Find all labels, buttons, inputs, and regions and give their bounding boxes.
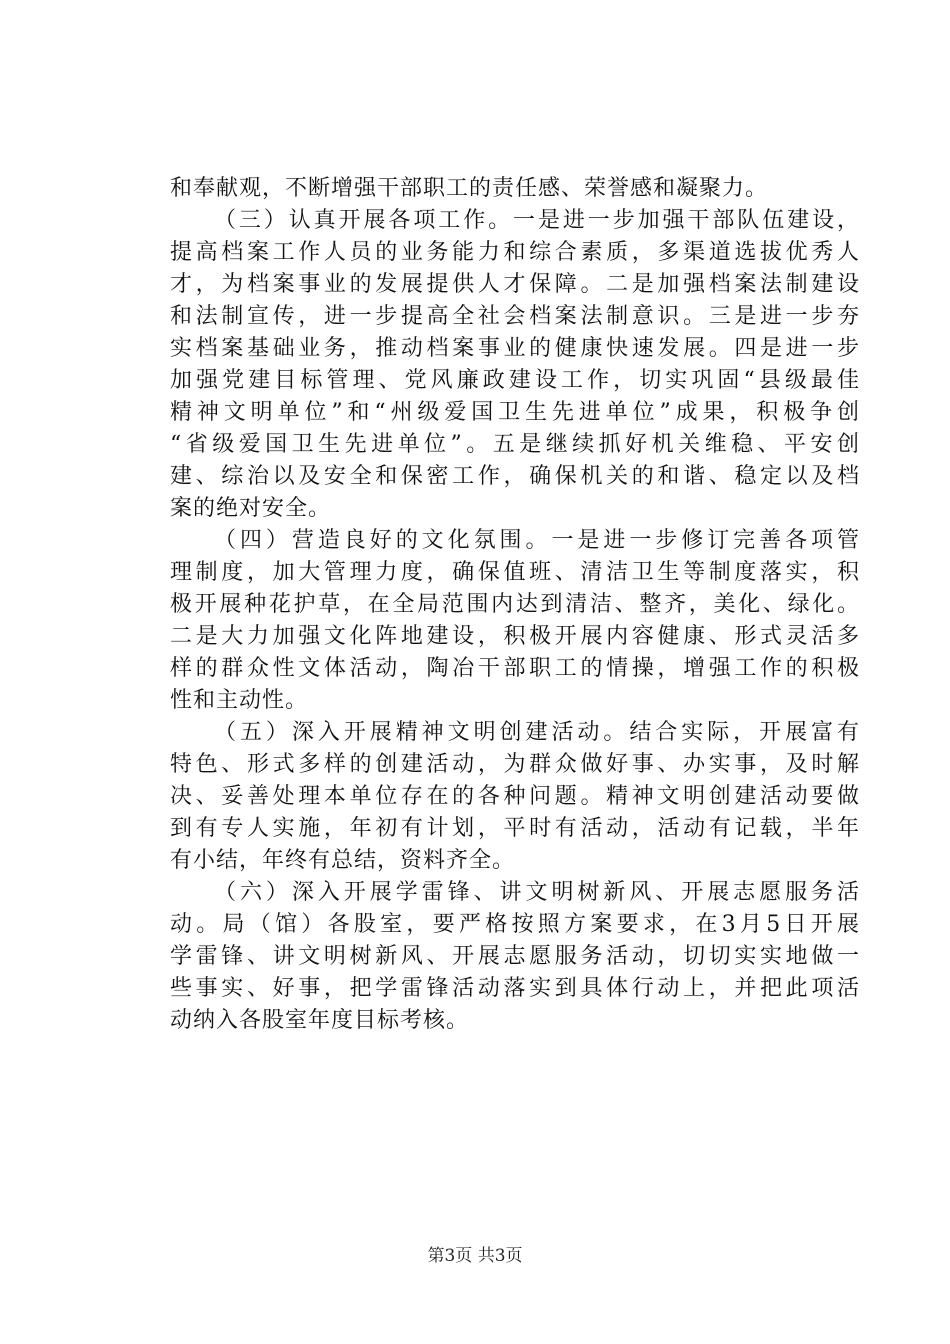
text-line: 和奉献观，不断增强干部职工的责任感、荣誉感和凝聚力。 xyxy=(170,176,769,201)
text-line: 到有专人实施，年初有计划，平时有活动，活动有记载，半年 xyxy=(170,816,860,841)
text-line: 些事实、好事，把学雷锋活动落实到具体行动上，并把此项活 xyxy=(170,976,860,1001)
text-line: 动纳入各股室年度目标考核。 xyxy=(170,1008,470,1033)
text-line: 案的绝对安全。 xyxy=(170,496,332,521)
text-line: 二是大力加强文化阵地建设，积极开展内容健康、形式灵活多 xyxy=(170,624,860,649)
text-line: 建、综治以及安全和保密工作，确保机关的和谐、稳定以及档 xyxy=(170,464,860,489)
page-footer xyxy=(0,1244,950,1268)
text-line: 有小结，年终有总结，资料齐全。 xyxy=(170,848,516,873)
text-line: 样的群众性文体活动，陶冶干部职工的情操，增强工作的积极 xyxy=(170,656,860,681)
text-line: 提高档案工作人员的业务能力和综合素质，多渠道选拔优秀人 xyxy=(170,240,860,265)
text-line: 和法制宣传，进一步提高全社会档案法制意识。三是进一步夯 xyxy=(170,304,860,329)
paragraph-heading-line: （三）认真开展各项工作。一是进一步加强干部队伍建设， xyxy=(214,208,860,233)
text-line: 精神文明单位”和“州级爱国卫生先进单位”成果，积极争创 xyxy=(170,400,860,425)
paragraph-heading-line: （四）营造良好的文化氛围。一是进一步修订完善各项管 xyxy=(214,528,860,553)
text-line: 学雷锋、讲文明树新风、开展志愿服务活动，切切实实地做一 xyxy=(170,944,860,969)
text-line: 特色、形式多样的创建活动，为群众做好事、办实事，及时解 xyxy=(170,752,860,777)
text-line: “省级爱国卫生先进单位”。五是继续抓好机关维稳、平安创 xyxy=(170,432,860,457)
paragraph-heading-line: （六）深入开展学雷锋、讲文明树新风、开展志愿服务活 xyxy=(214,880,860,905)
text-line: 决、妥善处理本单位存在的各种问题。精神文明创建活动要做 xyxy=(170,784,860,809)
text-line: 实档案基础业务，推动档案事业的健康快速发展。四是进一步 xyxy=(170,336,860,361)
text-line: 性和主动性。 xyxy=(170,688,309,713)
text-line: 极开展种花护草，在全局范围内达到清洁、整齐，美化、绿化。 xyxy=(170,592,860,617)
paragraph-heading-line: （五）深入开展精神文明创建活动。结合实际，开展富有 xyxy=(214,720,860,745)
text-line: 加强党建目标管理、党风廉政建设工作，切实巩固“县级最佳 xyxy=(170,368,860,393)
text-line: 理制度，加大管理力度，确保值班、清洁卫生等制度落实，积 xyxy=(170,560,860,585)
text-line: 动。局（馆）各股室，要严格按照方案要求，在3月5日开展 xyxy=(170,912,860,937)
page-number-label: 第3页 共3页 xyxy=(427,1246,523,1266)
text-line: 才，为档案事业的发展提供人才保障。二是加强档案法制建设 xyxy=(170,272,860,297)
document-body xyxy=(170,173,860,1037)
